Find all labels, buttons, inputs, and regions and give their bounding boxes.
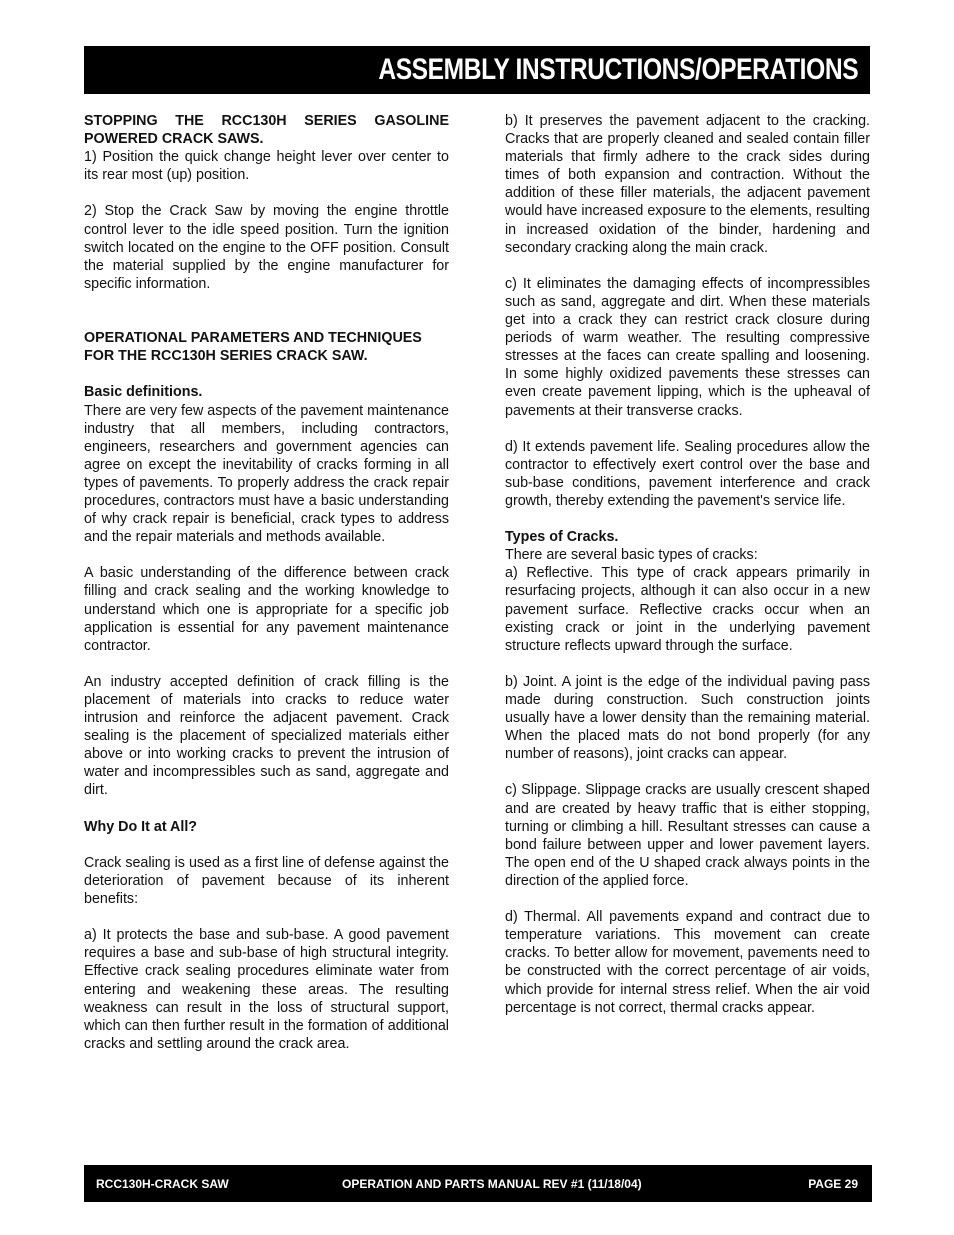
why-intro: Crack sealing is used as a first line of defense against the deterioration of pavement because of its inherent benefits: xyxy=(84,854,449,908)
footer-page-number: PAGE 29 xyxy=(808,1177,858,1191)
page-footer-bar xyxy=(84,1165,872,1202)
why-item-b: b) It preserves the pavement adjacent to the cracking. Cracks that are properly cleaned and sealed contain filler materials that firmly adhere to the crack sides during times of both expansion and contraction. Without the addition of these filler materials, the adjacent pavement would have increased exposure to the elements, resulting in increased oxidation of the binder, hardening and secondary cracking along the main crack. xyxy=(505,113,870,256)
types-intro: There are several basic types of cracks: xyxy=(505,547,758,564)
basic-definitions-paragraph-2: A basic understanding of the difference between crack filling and crack sealing and the working knowledge to understand which one is appropriate for a specific job application is essential for any pavement maintenance contractor. xyxy=(84,565,449,654)
types-item-a: a) Reflective. This type of crack appears primarily in resurfacing projects, although it can also occur in a new pavement surface. Reflective cracks occur when an existing crack or joint in the underlying pavement structure reflects upward through the surface. xyxy=(505,565,870,654)
footer-manual-title: OPERATION AND PARTS MANUAL REV #1 (11/18/04) xyxy=(342,1177,642,1191)
right-column xyxy=(505,112,870,1017)
operational-heading: OPERATIONAL PARAMETERS AND TECHNIQUES FOR THE RCC130H SERIES CRACK SAW. xyxy=(84,330,422,365)
why-item-c: c) It eliminates the damaging effects of incompressibles such as sand, aggregate and dirt. When these materials get into a crack they can restrict crack closure during periods of warm weather. The resulting compressive stresses at the faces can create spalling and loosening. In some highly oxidized pavements these stresses can even create pavement lipping, which is the upheaval of pavements at their transverse cracks. xyxy=(505,275,870,419)
left-column xyxy=(84,112,449,1053)
stopping-step-2: 2) Stop the Crack Saw by moving the engine throttle control lever to the idle speed position. Turn the ignition switch located on the engine to the OFF position. Consult the material supplied by the engine manufacturer for specific information. xyxy=(84,203,449,292)
why-item-a: a) It protects the base and sub-base. A good pavement requires a base and sub-base of high structural integrity. Effective crack sealing procedures eliminate water from entering and weakening these areas. The resulting weakness can result in the loss of structural support, which can then further result in the formation of additional cracks and settling around the crack area. xyxy=(84,927,449,1052)
stopping-step-1: 1) Position the quick change height lever over center to its rear most (up) position. xyxy=(84,149,449,184)
types-item-c: c) Slippage. Slippage cracks are usually crescent shaped and are created by heavy traffic that is either stopping, turning or climbing a hill. Resultant stresses can cause a bond failure between upper and lower pavement layers. The open end of the U shaped crack always points in the direction of the applied force. xyxy=(505,782,870,889)
types-item-b: b) Joint. A joint is the edge of the individual paving pass made during construction. Such construction joints usually have a lower density than the remaining material. When the placed mats do not bond properly (for any number of reasons), joint cracks can appear. xyxy=(505,673,870,763)
why-item-d: d) It extends pavement life. Sealing procedures allow the contractor to effectively exert control over the base and sub-base conditions, pavement interference and crack growth, thereby extending the pavement's service life. xyxy=(505,438,870,509)
basic-definitions-paragraph-3: An industry accepted definition of crack filling is the placement of materials into cracks to reduce water intrusion and reinforce the adjacent pavement. Crack sealing is the placement of specialized materials either above or into working cracks to prevent the intrusion of water and incompressibles such as sand, aggregate and dirt. xyxy=(84,673,449,799)
basic-definitions-heading: Basic definitions. xyxy=(84,384,203,401)
types-item-d: d) Thermal. All pavements expand and contract due to temperature variations. This movement can create cracks. To better allow for movement, pavements need to be constructed with the correct percentage of air voids, which provide for internal stress relief. When the air void percentage is not correct, thermal cracks appear. xyxy=(505,909,870,1016)
page-title: ASSEMBLY INSTRUCTIONS/OPERATIONS xyxy=(378,53,858,86)
basic-definitions-paragraph-1: There are very few aspects of the pavement maintenance industry that all members, including contractors, engineers, researchers and government agencies can agree on except the inevitability of cracks forming in all types of pavements. To properly address the crack repair procedures, contractors must have a basic understanding of why crack repair is beneficial, crack types to address and the repair materials and methods available. xyxy=(84,402,449,546)
why-heading: Why Do It at All? xyxy=(84,818,198,835)
stopping-heading: STOPPING THE RCC130H SERIES GASOLINE POWERED CRACK SAWS. xyxy=(84,113,449,148)
page-header-bar xyxy=(84,46,870,94)
footer-model: RCC130H-CRACK SAW xyxy=(96,1177,229,1191)
types-heading: Types of Cracks. xyxy=(505,529,619,546)
